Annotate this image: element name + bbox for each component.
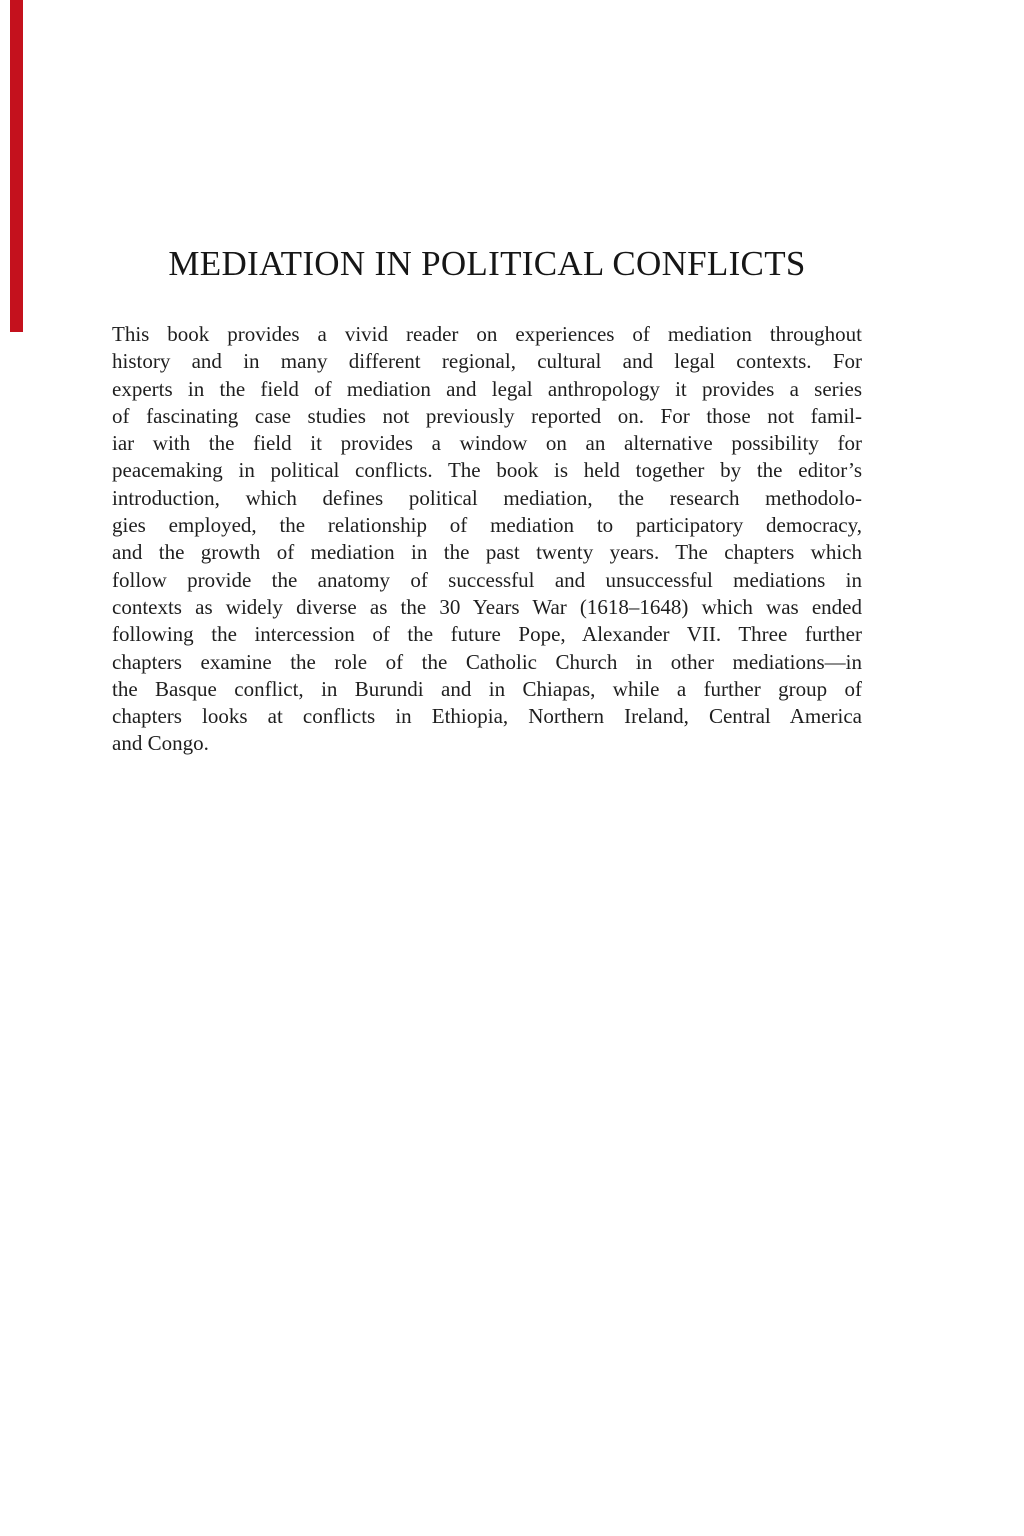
body-line: of fascinating case studies not previously reported on. For those not famil- xyxy=(112,403,862,428)
body-line: This book provides a vivid reader on experiences of mediation throughout xyxy=(112,322,862,346)
body-line: and Congo. xyxy=(112,731,209,756)
body-line: peacemaking in political conflicts. The book is held together by the editor’s xyxy=(112,458,862,483)
body-line: iar with the field it provides a window on an alternative possibility for xyxy=(112,431,862,456)
body-line: follow provide the anatomy of successful and unsuccessful mediations in xyxy=(112,567,862,592)
body-line: and the growth of mediation in the past twenty years. The chapters which xyxy=(112,540,862,565)
body-paragraph xyxy=(112,321,862,758)
body-line: chapters examine the role of the Catholic Church in other mediations—in xyxy=(112,649,862,674)
body-line: gies employed, the relationship of mediation to participatory democracy, xyxy=(112,513,862,538)
body-line: contexts as widely diverse as the 30 Years War (1618–1648) which was ended xyxy=(112,594,862,619)
body-line: experts in the field of mediation and legal anthropology it provides a series xyxy=(112,376,862,401)
body-line: introduction, which defines political mediation, the research methodolo- xyxy=(112,485,862,510)
body-line: the Basque conflict, in Burundi and in Chiapas, while a further group of xyxy=(112,676,862,701)
page-title: MEDIATION IN POLITICAL CONFLICTS xyxy=(168,244,806,283)
body-line: chapters looks at conflicts in Ethiopia, Northern Ireland, Central America xyxy=(112,704,862,729)
body-line: history and in many different regional, cultural and legal contexts. For xyxy=(112,349,862,374)
body-line: following the intercession of the future Pope, Alexander VII. Three further xyxy=(112,622,862,647)
red-edge-mark xyxy=(10,0,23,332)
